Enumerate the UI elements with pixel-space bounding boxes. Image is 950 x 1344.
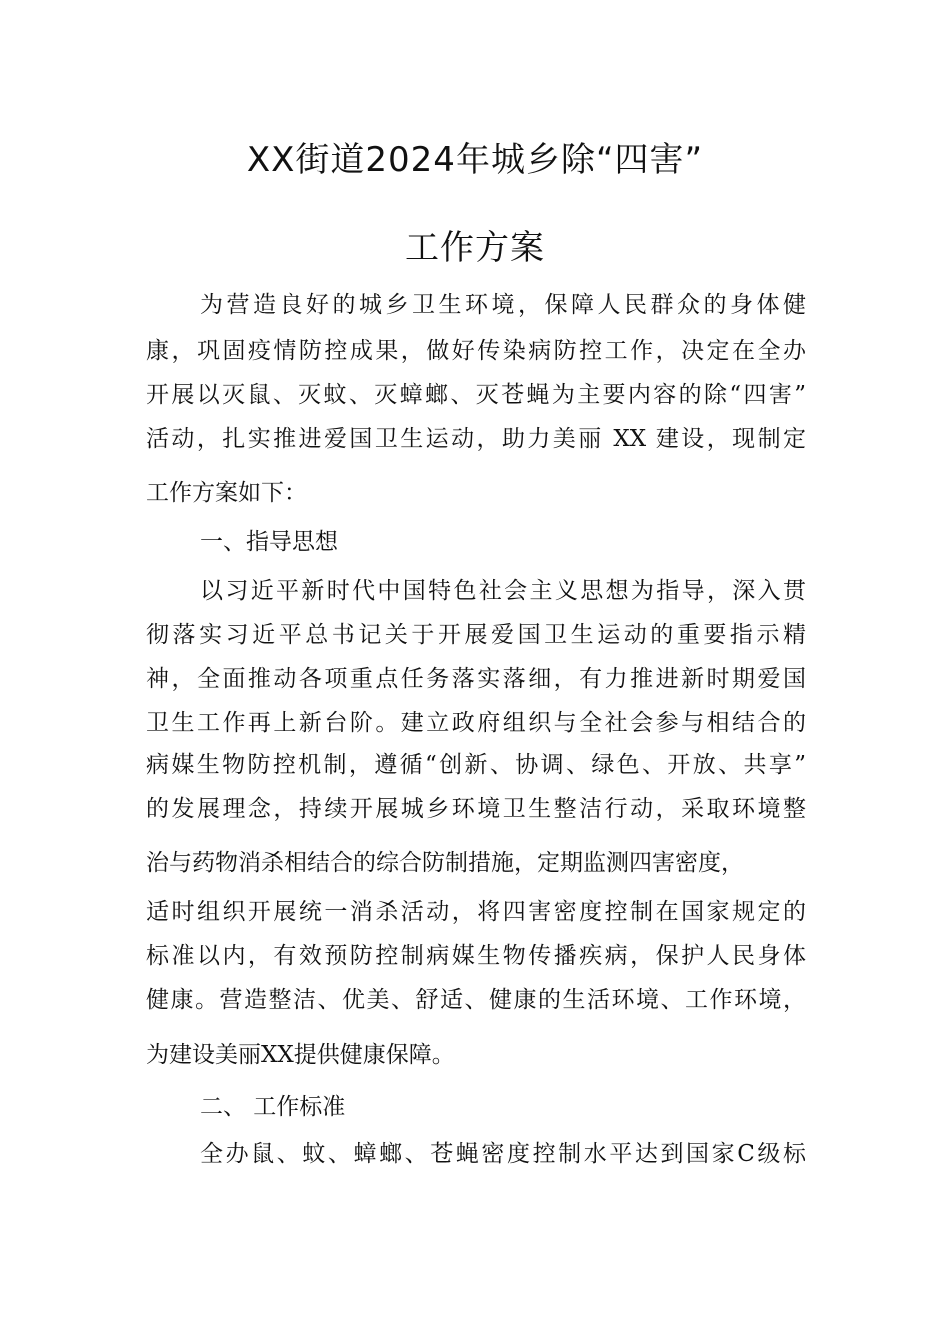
paragraph-line: 标准以内，有效预防控制病媒生物传播疾病，保护人民身体	[146, 943, 806, 969]
paragraph-line: 健康。营造整洁、优美、舒适、健康的生活环境、工作环境，	[146, 987, 806, 1013]
document-title-line-1: XX街道2024年城乡除“四害”	[246, 140, 704, 180]
document-title-line-2: 工作方案	[405, 228, 545, 268]
paragraph-line: 康，巩固疫情防控成果，做好传染病防控工作，决定在全办	[146, 338, 806, 364]
paragraph-line: 全办鼠、蚊、蟑螂、苍蝇密度控制水平达到国家C级标	[200, 1141, 806, 1167]
paragraph-line: 神，全面推动各项重点任务落实落细，有力推进新时期爱国	[146, 666, 806, 692]
section-heading: 一、指导思想	[200, 529, 338, 555]
paragraph-line: 活动，扎实推进爱国卫生运动，助力美丽 XX 建设，现制定	[146, 426, 806, 452]
paragraph-line: 为建设美丽XX提供健康保障。	[146, 1042, 455, 1068]
paragraph-line: 的发展理念，持续开展城乡环境卫生整洁行动，采取环境整	[146, 796, 806, 822]
paragraph-line: 病媒生物防控机制，遵循“创新、协调、绿色、开放、共享”	[146, 752, 806, 778]
paragraph-line: 为营造良好的城乡卫生环境，保障人民群众的身体健	[200, 292, 806, 318]
paragraph-line: 以习近平新时代中国特色社会主义思想为指导，深入贯	[200, 578, 806, 604]
paragraph-line: 开展以灭鼠、灭蚊、灭蟑螂、灭苍蝇为主要内容的除“四害”	[146, 382, 806, 408]
paragraph-line: 彻落实习近平总书记关于开展爱国卫生运动的重要指示精	[146, 622, 806, 648]
paragraph-line: 适时组织开展统一消杀活动，将四害密度控制在国家规定的	[146, 899, 806, 925]
section-heading: 二、 工作标准	[200, 1094, 346, 1120]
paragraph-line: 治与药物消杀相结合的综合防制措施，定期监测四害密度，	[146, 850, 744, 876]
paragraph-line: 工作方案如下：	[146, 480, 307, 506]
paragraph-line: 卫生工作再上新台阶。建立政府组织与全社会参与相结合的	[146, 710, 806, 736]
